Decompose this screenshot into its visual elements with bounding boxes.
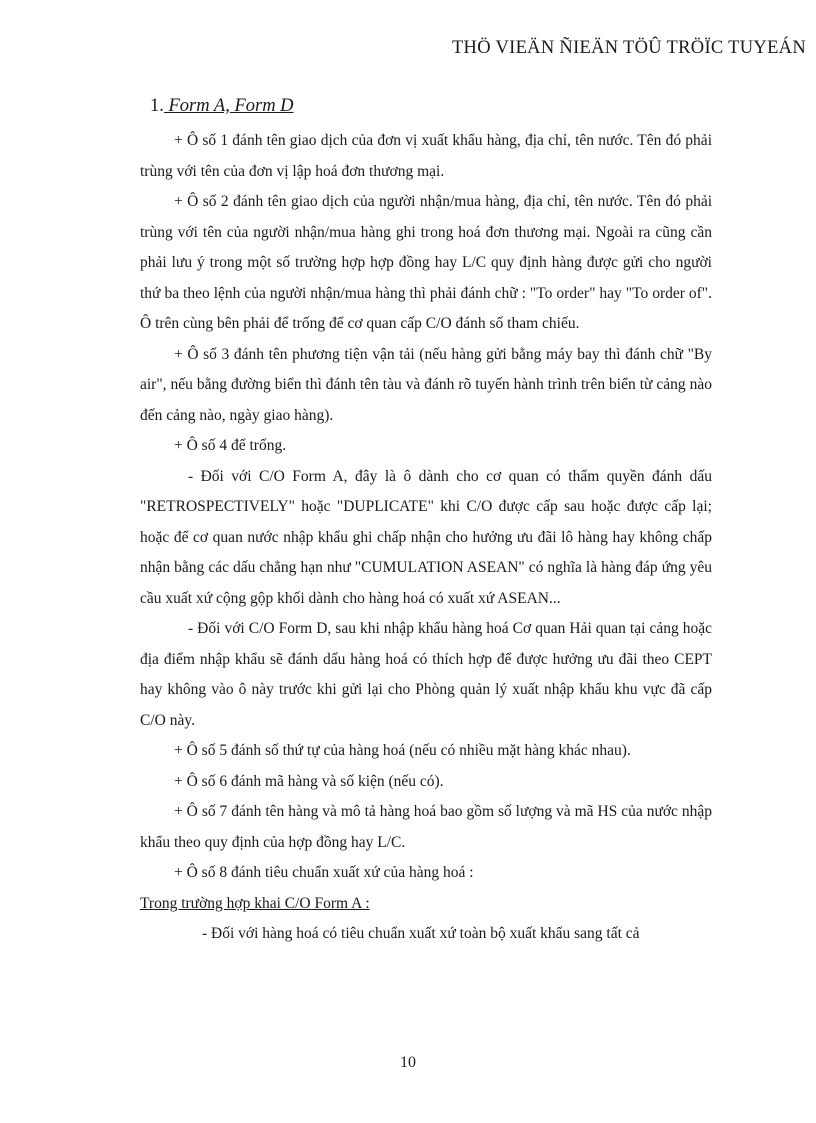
section-heading bbox=[150, 96, 294, 117]
paragraph-box-4: + Ô số 4 để trống. bbox=[174, 437, 287, 454]
section-number: 1. bbox=[150, 96, 164, 116]
section-title-text: Form A, Form D bbox=[163, 96, 294, 116]
document-body bbox=[140, 126, 712, 950]
paragraph-origin-criteria: - Đối với hàng hoá có tiêu chuẩn xuất xứ toàn bộ xuất khẩu sang tất cả bbox=[202, 925, 640, 942]
paragraph-form-d-note: - Đối với C/O Form D, sau khi nhập khẩu hàng hoá Cơ quan Hải quan tại cảng hoặc địa điểm nhập khẩu sẽ đánh dấu hàng hoá có thích hợp để được hưởng ưu đãi theo CEPT hay không vào ô này trước khi gửi lại cho Phòng quản lý xuất nhập khẩu khu vực đã cấp C/O này. bbox=[140, 620, 712, 729]
paragraph-box-7: + Ô số 7 đánh tên hàng và mô tả hàng hoá bao gồm số lượng và mã HS của nước nhập khẩu theo quy định của hợp đồng hay L/C. bbox=[140, 803, 712, 851]
paragraph-box-3: + Ô số 3 đánh tên phương tiện vận tải (nếu hàng gửi bằng máy bay thì đánh chữ "By air", nếu bằng đường biển thì đánh tên tàu và đánh rõ tuyến hành trình trên biển từ cảng nào đến cảng nào, ngày giao hàng). bbox=[140, 345, 712, 424]
subheading-form-a: Trong trường hợp khai C/O Form A : bbox=[140, 894, 370, 912]
paragraph-box-1: + Ô số 1 đánh tên giao dịch của đơn vị xuất khẩu hàng, địa chỉ, tên nước. Tên đó phải trùng với tên của đơn vị lập hoá đơn thương mại. bbox=[140, 132, 712, 180]
paragraph-box-2: + Ô số 2 đánh tên giao dịch của người nhận/mua hàng, địa chỉ, tên nước. Tên đó phải trùng với tên của người nhận/mua hàng ghi trong hoá đơn thương mại. Ngoài ra cũng cần phải lưu ý trong một số trường hợp hợp đồng hay L/C quy định hàng được gửi cho người thứ ba theo lệnh của người nhận/mua hàng thì phải đánh chữ : "To order" hay "To order of". Ô trên cùng bên phải để trống để cơ quan cấp C/O đánh số tham chiếu. bbox=[140, 193, 712, 332]
paragraph-box-6: + Ô số 6 đánh mã hàng và số kiện (nếu có). bbox=[174, 772, 444, 790]
running-header: THÖ VIEÄN ÑIEÄN TÖÛ TRÖÏC TUYEÁN bbox=[451, 38, 806, 58]
paragraph-box-5: + Ô số 5 đánh số thứ tự của hàng hoá (nếu có nhiều mặt hàng khác nhau). bbox=[174, 742, 631, 759]
page-number: 10 bbox=[400, 1054, 416, 1071]
paragraph-box-8: + Ô số 8 đánh tiêu chuẩn xuất xứ của hàng hoá : bbox=[174, 864, 474, 881]
paragraph-form-a-note: - Đối với C/O Form A, đây là ô dành cho cơ quan có thẩm quyền đánh dấu "RETROSPECTIVELY" hoặc "DUPLICATE" khi C/O được cấp sau hoặc được cấp lại; hoặc để cơ quan nước nhập khẩu ghi chấp nhận cho hưởng ưu đãi lô hàng hay không chấp nhận bằng các dấu chẳng hạn như "CUMULATION ASEAN" có nghĩa là hàng đáp ứng yêu cầu xuất xứ cộng gộp khối dành cho hàng hoá có xuất xứ ASEAN... bbox=[140, 467, 712, 607]
